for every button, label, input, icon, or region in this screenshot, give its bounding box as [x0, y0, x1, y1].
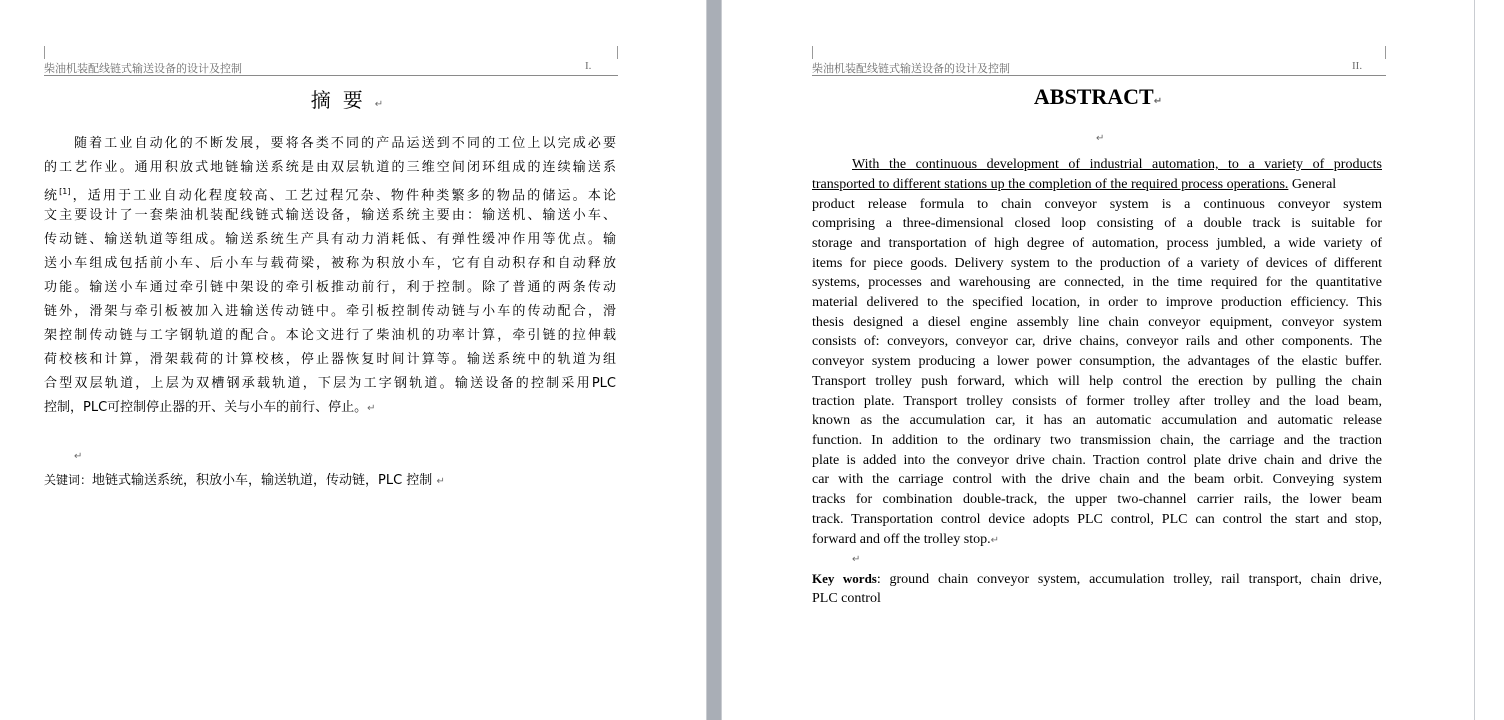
english-body-line: traction plate. Transport trolley consists of former trolley after trolley and the load beam, — [812, 394, 1382, 409]
empty-paragraph — [74, 444, 104, 468]
page-header-number: I. — [585, 60, 592, 72]
crop-mark — [44, 46, 45, 59]
citation-mark: [1] — [59, 187, 71, 196]
header-rule — [44, 75, 618, 76]
empty-paragraph — [1096, 128, 1126, 148]
keywords-label: 关键词： — [44, 473, 93, 487]
page-header-title: 柴油机装配线链式输送设备的设计及控制 — [44, 62, 242, 75]
paragraph-mark: ↵ — [1096, 133, 1105, 144]
english-body-line: car with the carriage control with the drive chain and the beam orbit. Conveying system — [812, 472, 1382, 487]
english-keywords — [812, 569, 1382, 590]
header-rule — [812, 75, 1386, 76]
chinese-body-line-with-citation: 统[1]，适用于工业自动化程度较高、工艺过程冗杂、物件种类繁多的物品的储运。本论 — [44, 187, 616, 204]
english-body-line: tracks for combination double-track, the upper two-channel carrier rails, the lower beam — [812, 492, 1382, 507]
chinese-body-line: 文主要设计了一套柴油机装配线链式输送设备，输送系统主要由：输送机、输送小车、 — [44, 208, 616, 223]
english-body-line: known as the accumulation car, it has an automatic accumulation and automatic release — [812, 413, 1382, 428]
empty-paragraph — [852, 549, 882, 569]
english-body-line: function. In addition to the ordinary two transmission chain, the carriage and the traction — [812, 433, 1382, 448]
chinese-body-line-last: 控制，PLC可控制停止器的开、关与小车的前行、停止。↵ — [44, 400, 376, 415]
page-header-number: II. — [1352, 60, 1363, 72]
paragraph-mark: ↵ — [374, 99, 396, 110]
chinese-keywords — [44, 468, 644, 494]
chinese-body-line: 送小车组成包括前小车、后小车与载荷梁，被称为积放小车，它有自动积存和自动释放 — [44, 256, 616, 271]
english-abstract-title: ABSTRACT↵ — [1033, 84, 1163, 109]
english-body-line: items for piece goods. Delivery system to the production of a variety of devices of different — [812, 256, 1382, 271]
english-body-line: transported to different stations up the completion of the required process operations. General — [812, 177, 1337, 192]
english-body-line: With the continuous development of industrial automation, to a variety of products — [852, 157, 1382, 172]
chinese-body-line: 合型双层轨道，上层为双槽钢承载轨道，下层为工字钢轨道。输送设备的控制采用PLC — [44, 376, 616, 391]
paragraph-mark: ↵ — [1153, 96, 1163, 107]
english-body-line: conveyor system producing a lower power consumption, the advantages of the elastic buffer. — [812, 354, 1382, 369]
chinese-body-line: 传动链、输送轨道等组成。输送系统生产具有动力消耗低、有弹性缓冲作用等优点。输 — [44, 232, 616, 247]
page-separator — [706, 0, 707, 720]
chinese-body-line: 的工艺作业。通用积放式地链输送系统是由双层轨道的三维空间闭环组成的连续输送系 — [44, 160, 616, 175]
english-body-line: plate is added into the conveyor drive chain. Traction control plate drive chain and drive the — [812, 453, 1382, 468]
english-body-line: consists of: conveyors, conveyor car, drive chains, conveyor rails and other components. The — [812, 334, 1382, 349]
english-body-line: material delivered to the specified location, in order to improve production efficiency. This — [812, 295, 1382, 310]
paragraph-mark: ↵ — [367, 403, 376, 414]
english-body-line: storage and transportation of high degree of automation, process jumbled, a wide variety of — [812, 236, 1382, 251]
chinese-body-line: 荷校核和计算，滑架载荷的计算校核，停止器恢复时间计算等。输送系统中的轨道为组 — [44, 352, 616, 367]
crop-mark — [1385, 46, 1386, 59]
keywords-text: 地链式输送系统，积放小车，输送轨道，传动链，PLC 控制 — [92, 473, 433, 488]
page-header-title: 柴油机装配线链式输送设备的设计及控制 — [812, 62, 1010, 75]
chinese-body-line: 架控制传动链与工字钢轨道的配合。本论文进行了柴油机的功率计算，牵引链的拉伸载 — [44, 328, 616, 343]
english-body-line: comprising a three-dimensional closed loop consisting of a double track is suitable for — [812, 216, 1382, 231]
page-separator — [1474, 0, 1475, 720]
crop-mark — [812, 46, 813, 59]
keywords-text: : ground chain conveyor system, accumulation trolley, rail transport, chain drive, — [876, 572, 1382, 587]
paragraph-mark: ↵ — [990, 535, 999, 546]
keywords-label: Key words — [812, 571, 877, 586]
chinese-abstract-title: 摘要↵ — [310, 88, 396, 112]
english-body-line: track. Transportation control device adopts PLC control, PLC can control the start and stop, — [812, 512, 1382, 527]
english-body-line-last: forward and off the trolley stop.↵ — [812, 532, 999, 547]
english-keywords-continued: PLC control — [812, 591, 881, 606]
english-body-line: systems, processes and warehousing are connected, in the time required for the quantitative — [812, 275, 1382, 290]
crop-mark — [617, 46, 618, 59]
chinese-body-line: 链外，滑架与牵引板被加入进输送传动链中。牵引板控制传动链与小车的传动配合，滑 — [44, 304, 616, 319]
english-body-line: thesis designed a diesel engine assembly line chain conveyor equipment, conveyor system — [812, 315, 1382, 330]
chinese-body-line: 功能。输送小车通过牵引链中架设的牵引板推动前行，利于控制。除了普通的两条传动 — [44, 280, 616, 295]
paragraph-mark: ↵ — [436, 476, 445, 487]
english-body-line: Transport trolley push forward, which will help control the erection by pulling the chain — [812, 374, 1382, 389]
right-margin-area — [1474, 0, 1504, 720]
paragraph-mark: ↵ — [852, 554, 861, 565]
paragraph-mark: ↵ — [74, 451, 83, 462]
english-body-line: product release formula to chain conveyor system is a continuous conveyor system — [812, 197, 1382, 212]
chinese-body-line: 随着工业自动化的不断发展，要将各类不同的产品运送到不同的工位上以完成必要 — [74, 136, 616, 151]
